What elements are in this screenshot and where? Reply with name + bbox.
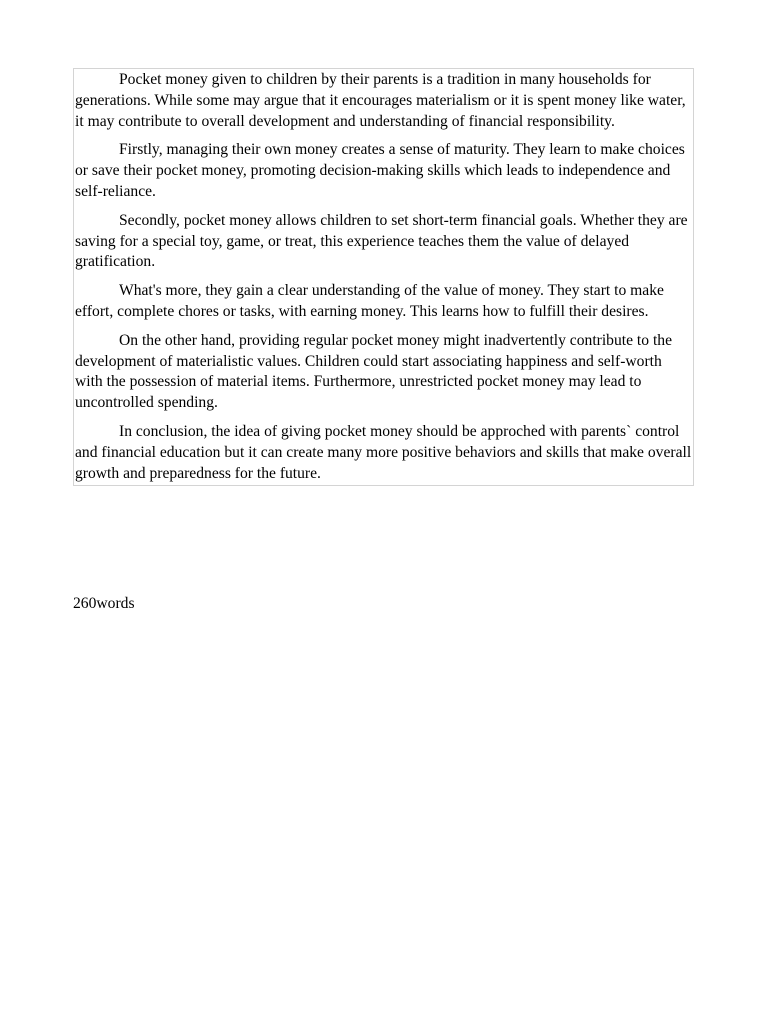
- essay-paragraph-conclusion: In conclusion, the idea of giving pocket money should be approched with parents` control and financial education but it can create many more positive behaviors and skills that make overall growth and preparedness for the future.: [75, 422, 692, 482]
- essay-paragraph-secondly: Secondly, pocket money allows children to set short-term financial goals. Whether they are saving for a special toy, game, or treat, this experience teaches them the value of delayed gratification.: [75, 211, 688, 271]
- essay-paragraph-intro: Pocket money given to children by their parents is a tradition in many households for generations. While some may argue that it encourages materialism or it is spent money like water, it may contribute to overall development and understanding of financial responsibility.: [75, 71, 686, 130]
- word-count-label: 260words: [73, 595, 135, 612]
- essay-paragraph-firstly: Firstly, managing their own money creates a sense of maturity. They learn to make choices or save their pocket money, promoting decision-making skills which leads to independence and self-reliance.: [75, 141, 685, 200]
- essay-paragraph-whats-more: What's more, they gain a clear understanding of the value of money. They start to make effort, complete chores or tasks, with earning money. This learns how to fulfill their desires.: [75, 282, 664, 320]
- essay-text-box[interactable]: [73, 68, 694, 486]
- essay-paragraph-other-hand: On the other hand, providing regular pocket money might inadvertently contribute to the development of materialistic values. Children could start associating happiness and self-worth with the possession of material items. Furthermore, unrestricted pocket money may lead to uncontrolled spending.: [75, 331, 672, 412]
